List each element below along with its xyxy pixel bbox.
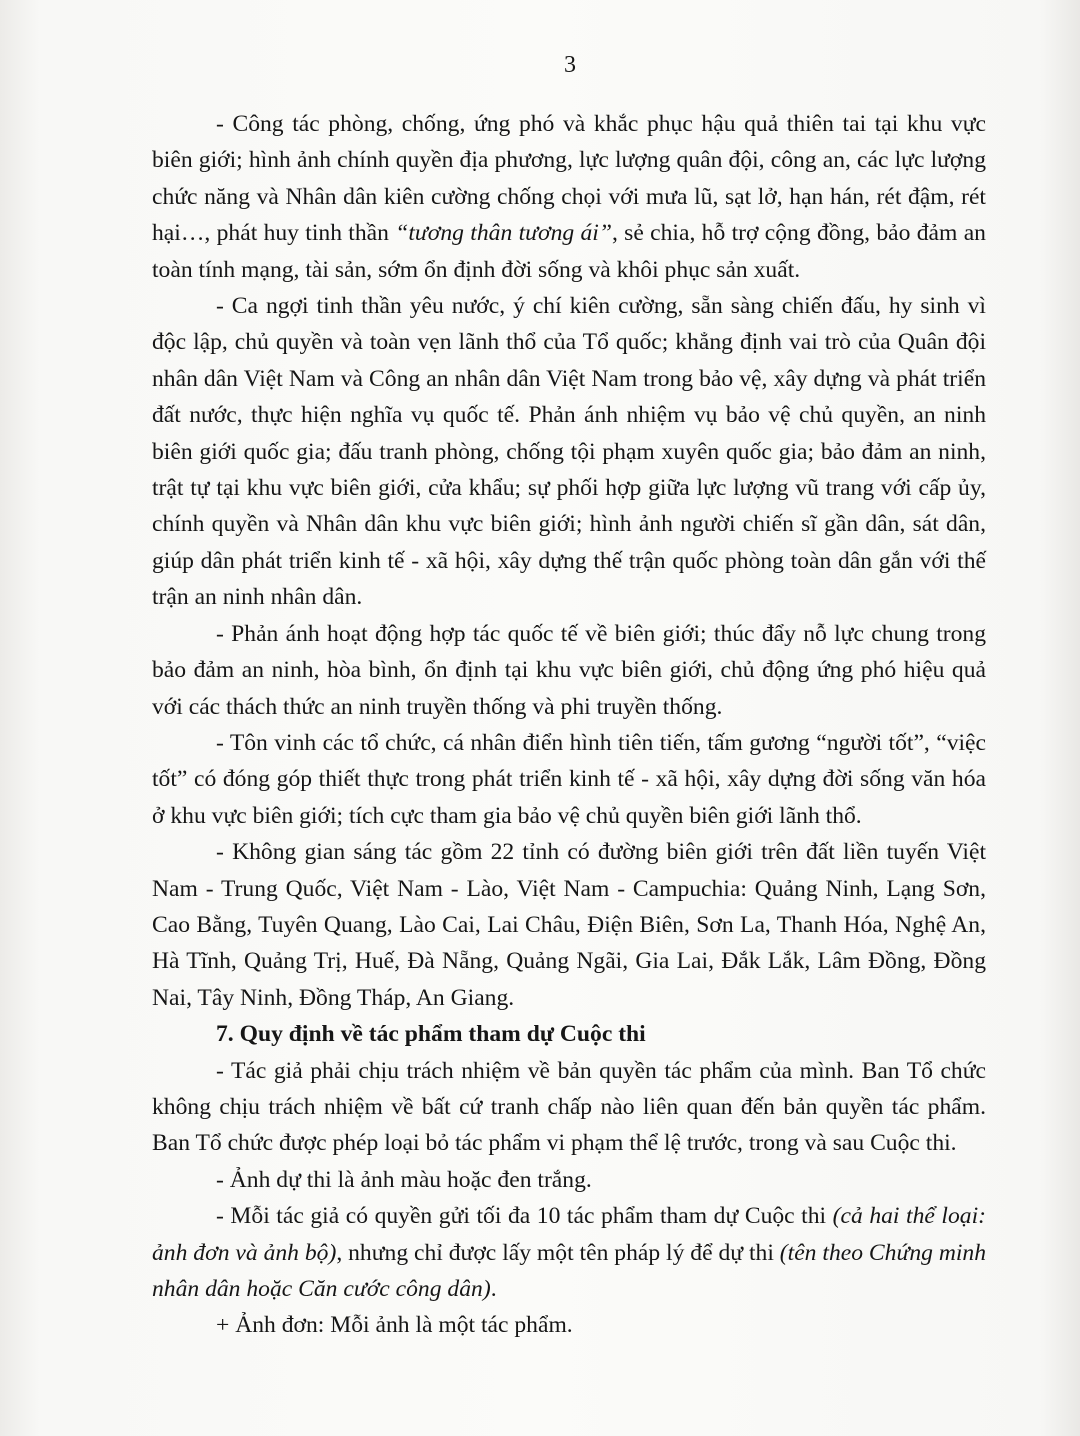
italic-quote: “tương thân tương ái” [395, 220, 612, 247]
paragraph-patriotism: - Ca ngợi tinh thần yêu nước, ý chí kiên cường, sẵn sàng chiến đấu, hy sinh vì độc lập, chủ quyền và toàn vẹn lãnh thổ của Tổ quốc; khẳng định vai trò của Quân đội nhân dân Việt Nam và Công an nhân dân Việt Nam trong bảo vệ, xây dựng và phát triển đất nước, thực hiện nghĩa vụ quốc tế. Phản ánh nhiệm vụ bảo vệ chủ quyền, an ninh biên giới quốc gia; đấu tranh phòng, chống tội phạm xuyên quốc gia; bảo đảm an ninh, trật tự tại khu vực biên giới, cửa khẩu; sự phối hợp giữa lực lượng vũ trang với cấp ủy, chính quyền và Nhân dân khu vực biên giới; hình ảnh người chiến sĩ gần dân, sát dân, giúp dân phát triển kinh tế - xã hội, xây dựng thế trận quốc phòng toàn dân gắn với thế trận an ninh nhân dân. [152, 293, 986, 611]
paragraph-text: , sẻ chia, hỗ trợ cộng đồng, bảo đảm an toàn tính mạng, tài sản, sớm ổn định đời sống và khôi phục sản xuất. [152, 220, 986, 283]
italic-note: (cả hai thể loại: ảnh đơn và ảnh bộ) [152, 1203, 986, 1266]
paragraph-text: - Công tác phòng, chống, ứng phó và khắc phục hậu quả thiên tai tại khu vực biên giới; hình ảnh chính quyền địa phương, lực lượng quân đội, công an, các lực lượng chức năng và Nhân dân kiên cường chống chọi với mưa lũ, sạt lở, hạn hán, rét đậm, rét hại…, phát huy tinh thần [152, 111, 986, 247]
paragraph-text: , nhưng chỉ được lấy một tên pháp lý để dự thi [336, 1239, 780, 1266]
paragraph-photo-type: - Ảnh dự thi là ảnh màu hoặc đen trắng. [216, 1166, 592, 1193]
paragraph-submission-limit [152, 1198, 986, 1307]
paragraph-text: . [490, 1276, 497, 1302]
paragraph-honoring-individuals: - Tôn vinh các tổ chức, cá nhân điển hình tiên tiến, tấm gương “người tốt”, “việc tốt” có đóng góp thiết thực trong phát triển kinh tế - xã hội, xây dựng đời sống văn hóa ở khu vực biên giới; tích cực tham gia bảo vệ chủ quyền biên giới lãnh thổ. [152, 729, 986, 829]
paragraph-copyright: - Tác giả phải chịu trách nhiệm về bản quyền tác phẩm của mình. Ban Tổ chức không chịu trách nhiệm về bất cứ tranh chấp nào liên quan đến bản quyền tác phẩm. Ban Tổ chức được phép loại bỏ tác phẩm vi phạm thể lệ trước, trong và sau Cuộc thi. [152, 1057, 986, 1157]
paragraph-text: - Mỗi tác giả có quyền gửi tối đa 10 tác phẩm tham dự Cuộc thi [216, 1203, 833, 1230]
italic-note: (tên theo Chứng minh nhân dân hoặc Căn cước công dân) [152, 1239, 987, 1302]
page-number: 3 [564, 52, 576, 78]
paragraph-creative-space: - Không gian sáng tác gồm 22 tỉnh có đường biên giới trên đất liền tuyến Việt Nam - Trung Quốc, Việt Nam - Lào, Việt Nam - Campuchia: Quảng Ninh, Lạng Sơn, Cao Bằng, Tuyên Quang, Lào Cai, Lai Châu, Điện Biên, Sơn La, Thanh Hóa, Nghệ An, Hà Tĩnh, Quảng Trị, Huế, Đà Nẵng, Quảng Ngãi, Gia Lai, Đắk Lắk, Lâm Đồng, Đồng Nai, Tây Ninh, Đồng Tháp, An Giang. [152, 839, 986, 1011]
paragraph-single-photo: + Ảnh đơn: Mỗi ảnh là một tác phẩm. [216, 1312, 573, 1339]
paragraph-disaster-response [152, 106, 986, 288]
document-body [152, 106, 986, 1344]
section-heading: 7. Quy định về tác phẩm tham dự Cuộc thi [216, 1021, 646, 1048]
paragraph-international-cooperation: - Phản ánh hoạt động hợp tác quốc tế về biên giới; thúc đẩy nỗ lực chung trong bảo đảm an ninh, hòa bình, ổn định tại khu vực biên giới, chủ động ứng phó hiệu quả với các thách thức an ninh truyền thống và phi truyền thống. [152, 620, 986, 720]
